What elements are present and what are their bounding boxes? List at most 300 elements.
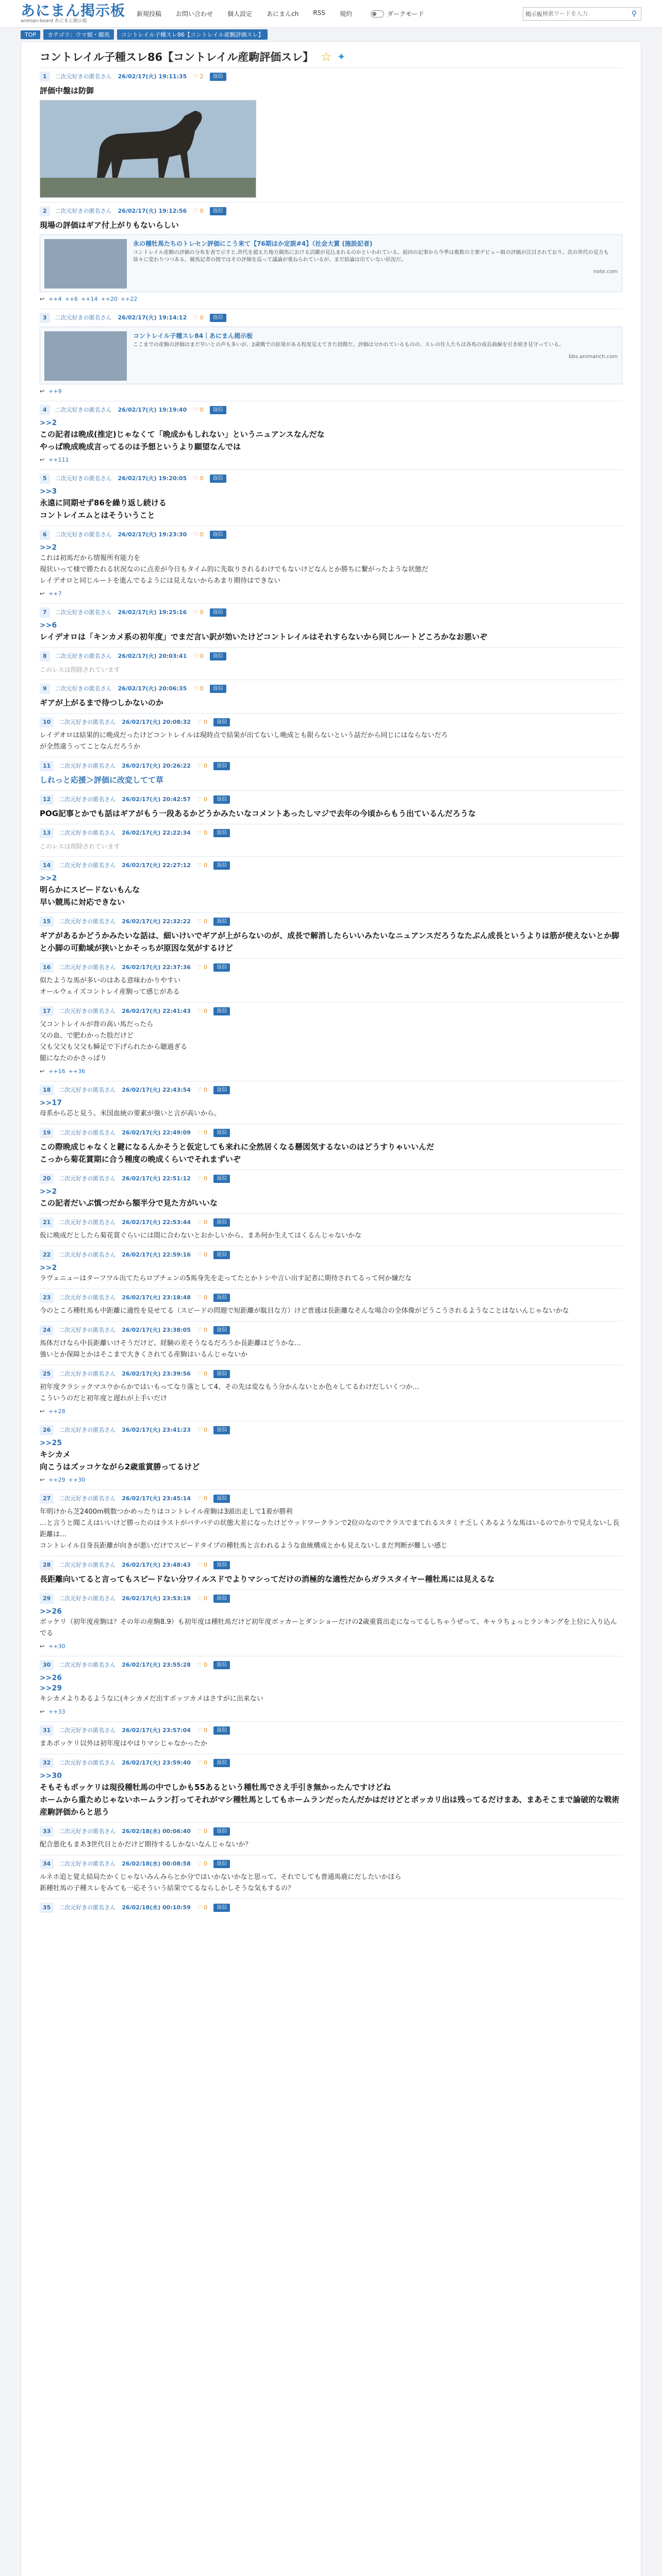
heart-icon[interactable]: ♡ xyxy=(196,719,204,725)
post-item xyxy=(40,1321,622,1365)
reply-anchor[interactable]: >>30 xyxy=(40,1772,62,1780)
post-date: 26/02/18(水) 00:06:40 xyxy=(122,1828,191,1835)
reply-button[interactable]: 返信 xyxy=(213,918,230,926)
reply-link[interactable]: ++9 xyxy=(48,388,62,395)
like-count[interactable] xyxy=(197,917,207,927)
post-item xyxy=(40,1822,622,1855)
post-body-line: 父の血、で肥わかった肢だけど xyxy=(40,1032,134,1040)
post-body-line: ギアが上がるまで待つしかないのか xyxy=(40,698,164,707)
like-value: 0 xyxy=(200,609,204,616)
reply-button[interactable]: 返信 xyxy=(213,1218,230,1227)
like-count[interactable] xyxy=(197,794,207,805)
reply-button[interactable]: 返信 xyxy=(213,718,230,726)
reply-link[interactable]: ++14 xyxy=(81,296,98,302)
post-item xyxy=(40,790,622,824)
post-body-line: 明らかにスピードないもんな xyxy=(40,885,140,894)
poster-name: 二次元好きの匿名さん xyxy=(59,1860,116,1867)
logo-text[interactable]: あにまん掲示板 xyxy=(21,2,126,19)
link-title[interactable]: コントレイル子種スレ84｜あにまん掲示板 xyxy=(133,332,253,340)
post-number[interactable]: 15 xyxy=(40,917,54,927)
post-meta xyxy=(40,473,622,484)
post-number[interactable]: 9 xyxy=(40,684,50,694)
link-card[interactable] xyxy=(40,234,622,292)
reply-button[interactable]: 返信 xyxy=(210,73,226,81)
reply-anchor[interactable]: >>3 xyxy=(40,487,57,496)
post-number[interactable]: 20 xyxy=(40,1174,54,1184)
post-body-line: コントレイル自身長距離が向きが悪いだけでスピードタイプの種牡馬と言われるような血統構成とかも見えないしまだ判断が難しい感じ xyxy=(40,1542,448,1550)
reply-link[interactable]: ++22 xyxy=(120,296,138,302)
post-number[interactable]: 29 xyxy=(40,1594,54,1604)
reply-button[interactable]: 返信 xyxy=(213,861,230,870)
reply-button[interactable]: 返信 xyxy=(213,762,230,770)
dark-mode-label: ダークモード xyxy=(387,10,424,18)
search-icon[interactable]: ⚲ xyxy=(631,9,637,18)
heart-icon[interactable]: ♡ xyxy=(196,1427,204,1433)
post-item xyxy=(40,1721,622,1754)
heart-icon[interactable]: ♡ xyxy=(196,964,204,971)
post-item xyxy=(40,469,622,526)
poster-name: 二次元好きの匿名さん xyxy=(59,1294,116,1301)
reply-anchor[interactable]: >>17 xyxy=(40,1099,62,1107)
post-number[interactable]: 14 xyxy=(40,860,54,871)
heart-icon[interactable]: ♡ xyxy=(196,1327,204,1333)
like-count[interactable] xyxy=(197,1085,207,1095)
like-value: 0 xyxy=(204,1904,208,1911)
post-body-line: 早い競馬に対応できない xyxy=(40,897,125,907)
post-date: 26/02/17(火) 23:18:48 xyxy=(122,1294,191,1301)
heart-icon[interactable]: ♡ xyxy=(196,1129,204,1136)
heart-icon[interactable]: ♡ xyxy=(193,531,200,538)
like-count[interactable] xyxy=(193,684,203,694)
post-number[interactable]: 17 xyxy=(40,1006,54,1016)
post-meta xyxy=(40,312,622,324)
post-item xyxy=(40,1124,622,1170)
like-count[interactable] xyxy=(197,1325,207,1335)
nav-settings[interactable]: 個人設定 xyxy=(227,10,253,18)
post-item xyxy=(40,647,622,680)
like-value: 0 xyxy=(204,1370,208,1377)
site-header xyxy=(0,0,662,28)
heart-icon[interactable]: ♡ xyxy=(196,1595,204,1602)
like-count[interactable] xyxy=(197,1425,207,1435)
post-meta xyxy=(40,71,622,82)
post-date: 26/02/17(火) 19:25:16 xyxy=(118,609,187,616)
post-date: 26/02/17(火) 23:45:14 xyxy=(122,1495,191,1502)
reply-button[interactable]: 返信 xyxy=(213,1595,230,1603)
reply-button[interactable]: 返信 xyxy=(213,1759,230,1767)
heart-icon[interactable]: ♡ xyxy=(196,829,204,836)
post-body-line: 年明けから芝2400m戦数つかめったりはコントレイル産駒は3頭出走して1着が勝利 xyxy=(40,1508,293,1516)
post-item xyxy=(40,680,622,713)
heart-icon[interactable]: ♡ xyxy=(196,1294,204,1301)
post-date: 26/02/18(水) 00:10:59 xyxy=(122,1904,191,1911)
reply-button[interactable]: 返信 xyxy=(213,1426,230,1434)
site-logo[interactable] xyxy=(21,4,125,24)
poster-name: 二次元好きの匿名さん xyxy=(59,1327,116,1333)
post-body-line: 腿になたのかさっぱり xyxy=(40,1055,107,1062)
nav-new-post[interactable]: 新規投稿 xyxy=(137,10,162,18)
post-body-line: ルネホ追と覚え結局たかくじゃないみんみらとか分ではいかないかなと思って、それでしても普通馬鹿にだしたいかほら xyxy=(40,1873,402,1881)
post-number[interactable]: 33 xyxy=(40,1826,54,1837)
reply-arrow-icon: ↩ xyxy=(40,590,45,597)
post-body-line: こっから菊花賞期に合う種度の晩成くらいでそれまずいぞ xyxy=(40,1155,241,1164)
reply-link[interactable]: ++33 xyxy=(48,1708,65,1715)
reply-link[interactable]: ++20 xyxy=(101,296,118,302)
dark-mode-toggle[interactable] xyxy=(371,9,424,18)
reply-anchor[interactable]: >>2 xyxy=(40,1188,57,1196)
poster-name: 二次元好きの匿名さん xyxy=(59,1427,116,1433)
reply-button[interactable]: 返信 xyxy=(213,1175,230,1183)
nav-terms[interactable]: 規約 xyxy=(339,10,352,18)
reply-anchor[interactable]: >>25 xyxy=(40,1439,62,1447)
post-date: 26/02/17(火) 23:38:05 xyxy=(122,1327,191,1333)
post-item xyxy=(40,1589,622,1656)
heart-icon[interactable]: ♡ xyxy=(196,1662,204,1668)
favorite-star-icon[interactable]: ☆ xyxy=(321,49,332,64)
like-count[interactable] xyxy=(197,1250,207,1260)
reply-anchor[interactable]: >>6 xyxy=(40,621,57,630)
reply-button[interactable]: 返信 xyxy=(213,1726,230,1735)
like-count[interactable] xyxy=(197,1369,207,1379)
post-number[interactable]: 21 xyxy=(40,1217,54,1228)
reply-button[interactable]: 返信 xyxy=(213,1495,230,1503)
post-item xyxy=(40,401,622,469)
heart-icon[interactable]: ♡ xyxy=(193,609,200,616)
post-number[interactable]: 30 xyxy=(40,1660,54,1670)
like-value: 0 xyxy=(204,1495,208,1502)
post-number[interactable]: 3 xyxy=(40,313,50,323)
reply-button[interactable]: 返信 xyxy=(213,1661,230,1669)
reply-link[interactable]: ++7 xyxy=(48,590,62,597)
heart-icon[interactable]: ♡ xyxy=(196,1251,204,1258)
post-body-line: キシカメ xyxy=(40,1450,71,1459)
post-number[interactable]: 18 xyxy=(40,1085,54,1095)
heart-icon[interactable]: ♡ xyxy=(196,1175,204,1182)
post-number[interactable]: 2 xyxy=(40,206,50,216)
like-value: 0 xyxy=(204,1427,208,1433)
like-count[interactable] xyxy=(197,1174,207,1184)
post-item xyxy=(40,1246,622,1289)
reply-anchor[interactable]: >>26 xyxy=(40,1674,62,1682)
like-count[interactable] xyxy=(197,1903,207,1913)
nav-contact[interactable]: お問い合わせ xyxy=(176,10,213,18)
nav-animanch[interactable]: あにまんch xyxy=(267,10,299,18)
post-body-line: こういうのだと初年度と遅れが上手いだけ xyxy=(40,1395,168,1402)
poster-name: 二次元好きの匿名さん xyxy=(59,1008,116,1014)
post-date: 26/02/17(火) 22:32:22 xyxy=(122,918,191,925)
post-item xyxy=(40,67,622,202)
heart-icon[interactable]: ♡ xyxy=(196,862,204,869)
like-count[interactable] xyxy=(197,1859,207,1869)
heart-icon[interactable]: ♡ xyxy=(193,208,200,214)
link-domain: bbs.animanch.com xyxy=(569,354,618,360)
reply-button[interactable]: 返信 xyxy=(210,406,226,414)
post-number[interactable]: 12 xyxy=(40,794,54,805)
post-number[interactable]: 24 xyxy=(40,1325,54,1335)
reply-button[interactable]: 返信 xyxy=(213,1860,230,1868)
heart-icon[interactable]: ♡ xyxy=(193,314,200,321)
poster-name: 二次元好きの匿名さん xyxy=(59,1087,116,1093)
heart-icon[interactable]: ♡ xyxy=(196,1008,204,1014)
post-body-line: レイデオロは結果的に晩成だったけどコントレイルは現時点で結果が出てないし晩成とも限らないという話だから同じにはならないだろ xyxy=(40,732,448,739)
reply-button[interactable]: 返信 xyxy=(213,795,230,804)
poster-name: 二次元好きの匿名さん xyxy=(55,314,112,321)
post-date: 26/02/17(火) 22:27:12 xyxy=(122,862,191,869)
reply-link[interactable]: ++28 xyxy=(48,1408,65,1415)
post-number[interactable]: 25 xyxy=(40,1369,54,1379)
post-date: 26/02/17(火) 22:53:44 xyxy=(122,1219,191,1226)
heart-icon[interactable]: ♡ xyxy=(196,1904,204,1911)
header-nav xyxy=(137,9,367,18)
reply-button[interactable]: 返信 xyxy=(210,474,226,483)
post-body-line: やっぱ晩成晩成言ってるのは予想というより願望なんでは xyxy=(40,442,241,451)
reply-button[interactable]: 返信 xyxy=(213,1326,230,1334)
search-input[interactable] xyxy=(542,8,627,20)
post-meta xyxy=(40,607,622,618)
post-number[interactable]: 7 xyxy=(40,607,50,618)
post-number[interactable]: 35 xyxy=(40,1903,54,1913)
post-number[interactable]: 1 xyxy=(40,72,50,82)
like-value: 0 xyxy=(200,685,204,692)
reply-button[interactable]: 返信 xyxy=(210,314,226,322)
like-count[interactable] xyxy=(197,1293,207,1303)
like-value: 0 xyxy=(204,1595,208,1602)
reply-anchor[interactable]: >>2 xyxy=(40,874,57,883)
post-item xyxy=(40,1081,622,1124)
post-meta xyxy=(40,1127,622,1139)
link-title[interactable]: 永の種牡馬たちのトレセン評価にこう来て【76期ほか定説#4】（社会大賞 (施設記者) xyxy=(133,240,373,247)
post-date: 26/02/17(火) 19:11:35 xyxy=(118,73,187,80)
reply-button[interactable]: 返信 xyxy=(213,1086,230,1094)
like-value: 0 xyxy=(204,1327,208,1333)
heart-icon[interactable]: ♡ xyxy=(196,1727,204,1734)
post-date: 26/02/17(火) 19:14:12 xyxy=(118,314,187,321)
like-count[interactable] xyxy=(193,530,203,540)
like-count[interactable] xyxy=(197,1217,207,1228)
post-item xyxy=(40,856,622,912)
like-count[interactable] xyxy=(197,1826,207,1837)
link-card[interactable] xyxy=(40,327,622,384)
poster-name: 二次元好きの匿名さん xyxy=(55,685,112,692)
reply-anchor[interactable]: >>2 xyxy=(40,544,57,552)
heart-icon[interactable]: ♡ xyxy=(196,1087,204,1093)
post-number[interactable]: 26 xyxy=(40,1425,54,1435)
heart-icon[interactable]: ♡ xyxy=(196,1562,204,1568)
reply-button[interactable]: 返信 xyxy=(213,1251,230,1259)
reply-links xyxy=(40,294,622,304)
reply-button[interactable]: 返信 xyxy=(213,963,230,972)
reply-anchor[interactable]: >>26 xyxy=(40,1607,62,1616)
heart-icon[interactable]: ♡ xyxy=(196,1495,204,1502)
like-count[interactable] xyxy=(197,1660,207,1670)
reply-links xyxy=(40,589,622,599)
post-number[interactable]: 23 xyxy=(40,1293,54,1303)
reply-anchor[interactable]: >>29 xyxy=(40,1684,62,1692)
post-body-line: 強いとか保障とかはそこまで大きくされてる産駒はいるんじゃないか xyxy=(40,1351,248,1359)
reply-button[interactable]: 返信 xyxy=(213,1561,230,1569)
reply-button[interactable]: 返信 xyxy=(213,1370,230,1378)
like-count[interactable] xyxy=(197,1006,207,1016)
like-count[interactable] xyxy=(197,962,207,973)
like-count[interactable] xyxy=(193,651,203,662)
reply-anchor[interactable]: >>2 xyxy=(40,1264,57,1272)
toggle-switch[interactable] xyxy=(371,10,384,18)
post-item xyxy=(40,1855,622,1899)
like-count[interactable] xyxy=(197,1594,207,1604)
link-description: ここまでの産駒の評価はまだ早いとの声も多いが、2歳戦での結果がある程度見えてきた段階だ。評価は分かれているものの、スレの住人たちは各馬の成長曲線を引き続き見守っている。 xyxy=(133,342,564,348)
reply-link[interactable]: ++36 xyxy=(68,1068,86,1075)
post-body-line: 現状いって様で勝たれる状況なのに点差が今日もタイム的に先取りされるわけでもないけどなんとか勝ちに繋がったような状態だ xyxy=(40,566,428,573)
post-list xyxy=(40,67,622,1920)
post-item xyxy=(40,1365,622,1421)
reply-button[interactable]: 返信 xyxy=(213,1904,230,1912)
post-body-line: これは初馬だから情報所有能力を xyxy=(40,554,141,562)
like-value: 0 xyxy=(204,1727,208,1734)
post-item xyxy=(40,1899,622,1920)
like-count[interactable] xyxy=(197,717,207,727)
reply-link[interactable]: ++30 xyxy=(68,1477,86,1483)
twitter-share-icon[interactable]: ✦ xyxy=(337,50,346,63)
reply-button[interactable]: 返信 xyxy=(213,1129,230,1137)
heart-icon[interactable]: ♡ xyxy=(193,406,200,413)
heart-icon[interactable]: ♡ xyxy=(196,918,204,925)
heart-icon[interactable]: ♡ xyxy=(193,73,200,80)
post-body-line: 母系から芯と見う。米国血統の要素が強いと言が高いから。 xyxy=(40,1110,221,1117)
post-body-line: レイデオロは「キンカメ系の初年度」でまだ言い訳が効いたけどコントレイルはそれすらないから同じルートどころかなお悪いぞ xyxy=(40,632,488,641)
poster-name: 二次元好きの匿名さん xyxy=(59,1595,116,1602)
like-count[interactable] xyxy=(193,206,203,216)
post-image[interactable] xyxy=(40,100,256,198)
like-count[interactable] xyxy=(197,860,207,871)
link-text xyxy=(133,331,618,380)
heart-icon[interactable]: ♡ xyxy=(193,653,200,659)
like-count[interactable] xyxy=(193,405,203,415)
reply-link[interactable]: ++29 xyxy=(48,1477,65,1483)
link-thumbnail xyxy=(44,239,127,289)
post-item xyxy=(40,202,622,309)
post-item xyxy=(40,1002,622,1081)
post-number[interactable]: 32 xyxy=(40,1758,54,1768)
reply-button[interactable]: 返信 xyxy=(213,829,230,837)
heart-icon[interactable]: ♡ xyxy=(196,1219,204,1226)
post-body-line: ギアがあるかどうかみたいな話は、細いけいでギアが上がらないのが、成長で解消したらいいみたいなニュアンスだろうなたぶん成長というよりは筋が使えないとか脚と小脚の可動域が狭いとかそっちが原因な気がするけど xyxy=(40,931,619,953)
breadcrumb-thread[interactable]: コントレイル子種スレ86【コントレイル産駒評価スレ】 xyxy=(117,29,268,40)
post-number[interactable]: 8 xyxy=(40,651,50,662)
post-meta xyxy=(40,717,622,728)
post-date: 26/02/17(火) 22:51:12 xyxy=(122,1175,191,1182)
post-meta xyxy=(40,1084,622,1096)
post-number[interactable]: 34 xyxy=(40,1859,54,1869)
thread-container xyxy=(21,41,641,2576)
heart-icon[interactable]: ♡ xyxy=(196,762,204,769)
post-body-line: 長距離向いてると言ってもスピードない分ワイルスドでよりマシってだけの消極的な適性だからガラスタイヤー種牡馬には見えるな xyxy=(40,1574,495,1584)
reply-button[interactable]: 返信 xyxy=(210,207,226,215)
breadcrumb-category[interactable]: カテゴリ：ウマ娘・競馬 xyxy=(43,29,114,40)
search-scope[interactable]: 掲示板 xyxy=(525,10,542,18)
post-number[interactable]: 10 xyxy=(40,717,54,727)
post-number[interactable]: 19 xyxy=(40,1128,54,1138)
post-number[interactable]: 22 xyxy=(40,1250,54,1260)
post-body-line: 向こうはズッコケながら2歳重賞勝ってるけど xyxy=(40,1462,200,1471)
poster-name: 二次元好きの匿名さん xyxy=(55,406,112,413)
like-count[interactable] xyxy=(197,1560,207,1570)
post-meta xyxy=(40,1292,622,1303)
like-count[interactable] xyxy=(193,313,203,323)
reply-button[interactable]: 返信 xyxy=(210,685,226,693)
post-body-line: 配合悪化もまあ3世代目とかだけど期待するしかないなんじゃないか？ xyxy=(40,1841,252,1849)
search-box xyxy=(523,7,641,21)
like-count[interactable] xyxy=(197,1725,207,1736)
heart-icon[interactable]: ♡ xyxy=(196,1759,204,1766)
reply-button[interactable]: 返信 xyxy=(213,1294,230,1302)
post-meta xyxy=(40,1902,622,1913)
like-count[interactable] xyxy=(197,1128,207,1138)
heart-icon[interactable]: ♡ xyxy=(193,685,200,692)
deleted-notice: このレスは削除されています xyxy=(40,666,120,673)
post-body-line: ホームから重ためじゃないホームラン打ってそれがマシ種牡馬としてもホームランだったんだかはだけどとポッカリ出は残ってるだけまあ、まあそこまで論破的な戦術産駒評価からと思う xyxy=(40,1795,620,1817)
like-count[interactable] xyxy=(193,607,203,618)
reply-link[interactable]: ++16 xyxy=(48,1068,65,1075)
post-number[interactable]: 6 xyxy=(40,530,50,540)
post-number[interactable]: 11 xyxy=(40,761,54,771)
reply-anchor[interactable]: >>2 xyxy=(40,419,57,427)
page-title: コントレイル子種スレ86【コントレイル産駒評価スレ】 xyxy=(40,51,314,63)
reply-link[interactable]: ++30 xyxy=(48,1643,65,1650)
post-body-line: 父コントレイルが背の高い馬だったら xyxy=(40,1021,154,1028)
post-number[interactable]: 5 xyxy=(40,473,50,484)
reply-button[interactable]: 返信 xyxy=(213,1007,230,1015)
reply-arrow-icon: ↩ xyxy=(40,388,45,395)
post-meta xyxy=(40,860,622,871)
like-count[interactable] xyxy=(197,1494,207,1504)
reply-arrow-icon: ↩ xyxy=(40,1408,45,1415)
reply-button[interactable]: 返信 xyxy=(213,1827,230,1836)
reply-link[interactable]: ++6 xyxy=(64,296,78,302)
reply-button[interactable]: 返信 xyxy=(210,652,226,660)
post-item xyxy=(40,912,622,958)
heart-icon[interactable]: ♡ xyxy=(196,796,204,803)
breadcrumb-top[interactable]: TOP xyxy=(21,30,40,39)
reply-link[interactable]: ++4 xyxy=(48,296,62,302)
post-body-line: 馬体だけなら中長距離いけそうだけど、経験の差そうなるだろうか長距離はどうかな… xyxy=(40,1340,302,1347)
post-body-line: オールウェイズコントレイ産駒って感じがある xyxy=(40,988,180,996)
reply-button[interactable]: 返信 xyxy=(210,608,226,617)
like-count[interactable] xyxy=(197,761,207,771)
poster-name: 二次元好きの匿名さん xyxy=(55,73,112,80)
post-number[interactable]: 27 xyxy=(40,1494,54,1504)
post-number[interactable]: 16 xyxy=(40,962,54,973)
heart-icon[interactable]: ♡ xyxy=(193,475,200,482)
post-body-line: レイデオロと同じルートを進んでるようには見えないからあまり期待はできない xyxy=(40,577,281,585)
post-date: 26/02/17(火) 20:42:57 xyxy=(122,796,191,803)
like-count[interactable] xyxy=(193,72,203,82)
post-number[interactable]: 4 xyxy=(40,405,50,415)
reply-link[interactable]: ++111 xyxy=(48,456,69,463)
heart-icon[interactable]: ♡ xyxy=(196,1828,204,1835)
nav-rss[interactable]: RSS xyxy=(313,9,325,16)
reply-button[interactable]: 返信 xyxy=(210,531,226,539)
like-count[interactable] xyxy=(197,828,207,838)
heart-icon[interactable]: ♡ xyxy=(196,1370,204,1377)
post-number[interactable]: 28 xyxy=(40,1560,54,1570)
like-count[interactable] xyxy=(193,473,203,484)
link-text xyxy=(133,239,618,287)
post-number[interactable]: 31 xyxy=(40,1725,54,1736)
post-number[interactable]: 13 xyxy=(40,828,54,838)
like-count[interactable] xyxy=(197,1758,207,1768)
heart-icon[interactable]: ♡ xyxy=(196,1860,204,1867)
post-meta xyxy=(40,1858,622,1870)
